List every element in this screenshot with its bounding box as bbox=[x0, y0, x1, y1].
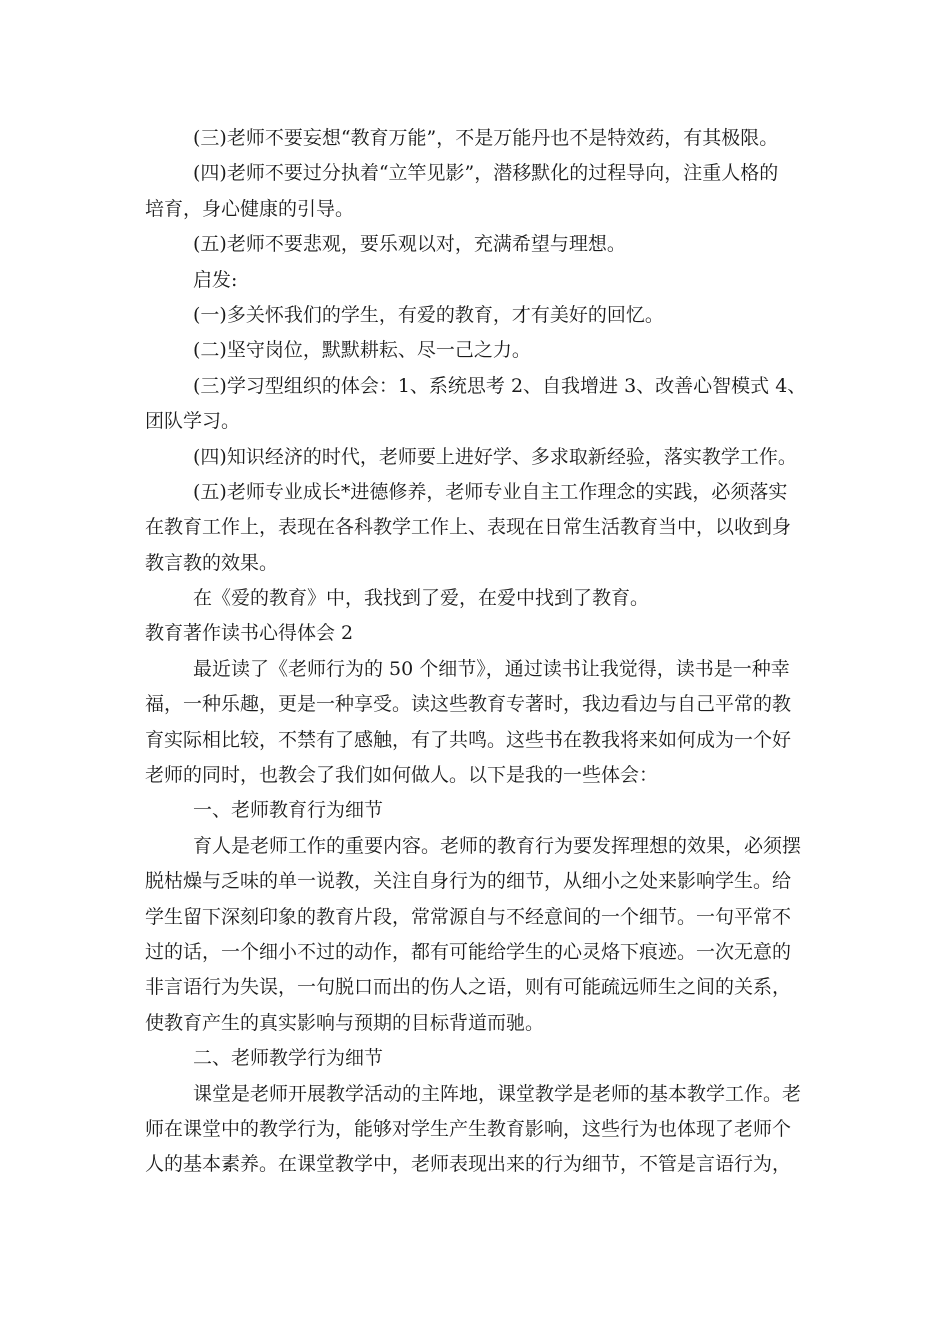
text-line: 在教育工作上，表现在各科教学工作上、表现在日常生活教育当中，以收到身 bbox=[145, 516, 792, 539]
text-line: 在《爱的教育》中，我找到了爱，在爱中找到了教育。 bbox=[193, 587, 650, 610]
subsection-heading: 一、老师教育行为细节 bbox=[193, 799, 384, 822]
text-line: 非言语行为失误，一句脱口而出的伤人之语，则有可能疏远师生之间的关系， bbox=[145, 976, 792, 999]
text-line: (五)老师不要悲观，要乐观以对，充满希望与理想。 bbox=[193, 233, 626, 256]
text-line: 启发: bbox=[193, 268, 238, 291]
text-line: (四)知识经济的时代，老师要上进好学、多求取新经验，落实教学工作。 bbox=[193, 445, 797, 468]
text-line: 人的基本素养。在课堂教学中，老师表现出来的行为细节，不管是言语行为， bbox=[145, 1153, 792, 1176]
text-line: 过的话，一个细小不过的动作，都有可能给学生的心灵烙下痕迹。一次无意的 bbox=[145, 940, 792, 963]
text-line: 脱枯燥与乏味的单一说教，关注自身行为的细节，从细小之处来影响学生。给 bbox=[145, 870, 792, 893]
text-line: 使教育产生的真实影响与预期的目标背道而驰。 bbox=[145, 1011, 545, 1034]
text-line: (三)老师不要妄想“教育万能”，不是万能丹也不是特效药，有其极限。 bbox=[193, 127, 779, 149]
text-line: (四)老师不要过分执着“立竿见影”，潜移默化的过程导向，注重人格的 bbox=[193, 162, 779, 185]
text-line: 最近读了《老师行为的 50 个细节》，通过读书让我觉得，读书是一种幸 bbox=[193, 657, 790, 680]
text-line: (二)坚守岗位，默默耕耘、尽一己之力。 bbox=[193, 339, 531, 362]
text-line: 老师的同时，也教会了我们如何做人。以下是我的一些体会： bbox=[145, 764, 659, 787]
text-line: (三)学习型组织的体会：1、系统思考 2、自我增进 3、改善心智模式 4、 bbox=[193, 374, 807, 397]
document-body bbox=[145, 121, 810, 1183]
text-line: 师在课堂中的教学行为，能够对学生产生教育影响，这些行为也体现了老师个 bbox=[145, 1117, 792, 1140]
text-line: 课堂是老师开展教学活动的主阵地，课堂教学是老师的基本教学工作。老 bbox=[193, 1082, 802, 1105]
section-title: 教育著作读书心得体会 2 bbox=[145, 622, 354, 645]
text-line: 培育，身心健康的引导。 bbox=[145, 197, 355, 220]
text-line: (一)多关怀我们的学生，有爱的教育，才有美好的回忆。 bbox=[193, 303, 664, 326]
text-line: 教言教的效果。 bbox=[145, 551, 279, 574]
subsection-heading: 二、老师教学行为细节 bbox=[193, 1047, 384, 1070]
text-line: 育人是老师工作的重要内容。老师的教育行为要发挥理想的效果，必须摆 bbox=[193, 834, 802, 857]
text-line: 团队学习。 bbox=[145, 410, 241, 433]
text-line: (五)老师专业成长*进德修养，老师专业自主工作理念的实践，必须落实 bbox=[193, 480, 788, 503]
text-line: 育实际相比较，不禁有了感触，有了共鸣。这些书在教我将来如何成为一个好 bbox=[145, 728, 792, 751]
text-line: 福，一种乐趣，更是一种享受。读这些教育专著时，我边看边与自己平常的教 bbox=[145, 693, 792, 716]
text-line: 学生留下深刻印象的教育片段，常常源自与不经意间的一个细节。一句平常不 bbox=[145, 905, 792, 928]
